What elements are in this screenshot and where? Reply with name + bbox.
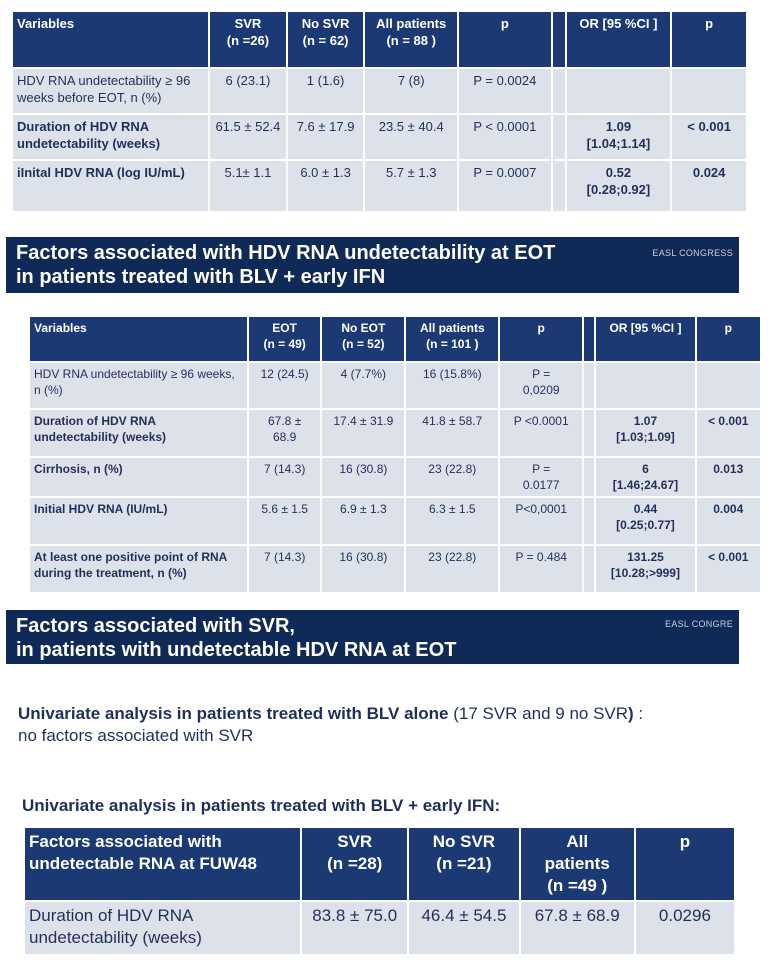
cell-p: P = 0.0024 — [459, 69, 551, 113]
cell-eot: 7 (14.3) — [249, 546, 321, 592]
cell-or: 1.09 [1.04;1.14] — [567, 115, 671, 159]
col-header-or: OR [95 %CI ] — [596, 317, 694, 361]
eot-factors-table — [28, 315, 762, 594]
cell-spacer — [584, 410, 594, 456]
table-header-row — [13, 12, 746, 67]
row-label: At least one positive point of RNA during the treatment, n (%) — [30, 546, 247, 592]
col-header-spacer — [553, 12, 565, 67]
row-label: Duration of HDV RNA undetectability (weeks) — [25, 902, 300, 954]
row-label: iInital HDV RNA (log IU/mL) — [13, 161, 208, 211]
cell-eot: 7 (14.3) — [249, 458, 321, 496]
cell-p: P = 0.484 — [500, 546, 582, 592]
banner-line-1: Factors associated with SVR, — [16, 615, 295, 637]
cell-p2: < 0.001 — [672, 115, 746, 159]
col-header-p2: p — [697, 317, 760, 361]
cell-spacer — [584, 546, 594, 592]
col-header-variables: Variables — [30, 317, 247, 361]
cell-spacer — [584, 363, 594, 408]
table-row — [13, 69, 746, 113]
cell-or: 1.07 [1.03;1.09] — [596, 410, 694, 456]
cell-spacer — [553, 69, 565, 113]
cell-no-svr: 6.0 ± 1.3 — [288, 161, 364, 211]
col-header-all-patients: All patients (n = 101 ) — [406, 317, 498, 361]
col-header-eot: EOT (n = 49) — [249, 317, 321, 361]
cell-all: 67.8 ± 68.9 — [521, 902, 634, 954]
easl-logo — [652, 249, 733, 258]
col-header-factors: Factors associated with undetectable RNA at FUW48 — [25, 828, 300, 900]
row-label: HDV RNA undetectability ≥ 96 weeks before EOT, n (%) — [13, 69, 208, 113]
cell-or: 0.44 [0.25;0.77] — [596, 498, 694, 544]
col-header-all-patients: All patients (n = 88 ) — [365, 12, 457, 67]
cell-p: P<0,0001 — [500, 498, 582, 544]
cell-eot: 12 (24.5) — [249, 363, 321, 408]
row-label: Cirrhosis, n (%) — [30, 458, 247, 496]
cell-p2: < 0.001 — [697, 410, 760, 456]
cell-svr: 5.1± 1.1 — [210, 161, 286, 211]
cell-or — [567, 69, 671, 113]
col-header-or: OR [95 %CI ] — [567, 12, 671, 67]
col-header-no-svr: No SVR (n =21) — [409, 828, 518, 900]
table-header-row — [30, 317, 760, 361]
text-tail: : — [633, 704, 644, 723]
table-row — [13, 115, 746, 159]
svr-factors-table — [11, 10, 748, 213]
cell-svr: 83.8 ± 75.0 — [302, 902, 407, 954]
col-header-p2: p — [672, 12, 746, 67]
easl-logo-text: EASL CONGRESS — [652, 248, 733, 258]
easl-logo-text: EASL CONGRE — [665, 619, 733, 629]
cell-p2: 0.013 — [697, 458, 760, 496]
cell-all: 23.5 ± 40.4 — [365, 115, 457, 159]
col-header-all-patients: All patients (n =49 ) — [521, 828, 634, 900]
col-header-spacer — [584, 317, 594, 361]
cell-all: 23 (22.8) — [406, 546, 498, 592]
cell-p2 — [697, 363, 760, 408]
row-label: Duration of HDV RNA undetectability (weeks) — [13, 115, 208, 159]
table-header-row — [25, 828, 734, 900]
table-row — [30, 458, 760, 496]
cell-eot: 5.6 ± 1.5 — [249, 498, 321, 544]
cell-no-eot: 4 (7.7%) — [322, 363, 404, 408]
cell-no-svr: 1 (1.6) — [288, 69, 364, 113]
text-line-1 — [18, 703, 748, 725]
col-header-no-svr: No SVR (n = 62) — [288, 12, 364, 67]
cell-all: 23 (22.8) — [406, 458, 498, 496]
cell-p2: 0.004 — [697, 498, 760, 544]
cell-p: P = 0,0209 — [500, 363, 582, 408]
cell-p: P < 0.0001 — [459, 115, 551, 159]
table-row — [30, 410, 760, 456]
cell-all: 41.8 ± 58.7 — [406, 410, 498, 456]
cell-no-svr: 7.6 ± 17.9 — [288, 115, 364, 159]
cell-all: 5.7 ± 1.3 — [365, 161, 457, 211]
cell-p2 — [672, 69, 746, 113]
cell-p: P = 0.0177 — [500, 458, 582, 496]
text-bold: Univariate analysis in patients treated with BLV + early IFN: — [22, 796, 501, 815]
cell-spacer — [553, 161, 565, 211]
row-label: HDV RNA undetectability ≥ 96 weeks, n (%) — [30, 363, 247, 408]
cell-svr: 61.5 ± 52.4 — [210, 115, 286, 159]
cell-p: 0.0296 — [636, 902, 734, 954]
cell-no-eot: 16 (30.8) — [322, 546, 404, 592]
univariate-blv-alone-text — [18, 703, 748, 747]
fuw48-factors-table — [23, 826, 736, 956]
text-bold: Univariate analysis in patients treated with BLV alone — [18, 704, 449, 723]
univariate-blv-ifn-text — [22, 795, 752, 817]
cell-all: 6.3 ± 1.5 — [406, 498, 498, 544]
banner-line-1: Factors associated with HDV RNA undetectability at EOT — [16, 242, 556, 264]
cell-p2: < 0.001 — [697, 546, 760, 592]
cell-or: 6 [1.46;24.67] — [596, 458, 694, 496]
cell-svr: 6 (23.1) — [210, 69, 286, 113]
cell-p: P = 0.0007 — [459, 161, 551, 211]
col-header-p: p — [459, 12, 551, 67]
text-bold-end: ) — [628, 704, 634, 723]
col-header-p: p — [500, 317, 582, 361]
col-header-svr: SVR (n =28) — [302, 828, 407, 900]
easl-logo — [665, 620, 733, 629]
row-label: Initial HDV RNA (IU/mL) — [30, 498, 247, 544]
table-row — [30, 546, 760, 592]
cell-no-eot: 16 (30.8) — [322, 458, 404, 496]
cell-no-eot: 6.9 ± 1.3 — [322, 498, 404, 544]
cell-no-eot: 17.4 ± 31.9 — [322, 410, 404, 456]
cell-p: P <0.0001 — [500, 410, 582, 456]
table-row — [25, 902, 734, 954]
cell-no-svr: 46.4 ± 54.5 — [409, 902, 518, 954]
table-row — [13, 161, 746, 211]
banner-line-2: in patients treated with BLV + early IFN — [16, 266, 386, 288]
cell-spacer — [584, 458, 594, 496]
cell-p2: 0.024 — [672, 161, 746, 211]
table-row — [30, 363, 760, 408]
cell-spacer — [553, 115, 565, 159]
section-banner-eot — [6, 237, 739, 293]
cell-eot: 67.8 ± 68.9 — [249, 410, 321, 456]
cell-all: 16 (15.8%) — [406, 363, 498, 408]
cell-or: 0.52 [0.28;0.92] — [567, 161, 671, 211]
cell-or: 131.25 [10.28;>999] — [596, 546, 694, 592]
cell-all: 7 (8) — [365, 69, 457, 113]
table-row — [30, 498, 760, 544]
section-banner-svr — [6, 610, 739, 664]
col-header-variables: Variables — [13, 12, 208, 67]
cell-spacer — [584, 498, 594, 544]
row-label: Duration of HDV RNA undetectability (weeks) — [30, 410, 247, 456]
cell-or — [596, 363, 694, 408]
banner-line-2: in patients with undetectable HDV RNA at EOT — [16, 639, 457, 661]
col-header-p: p — [636, 828, 734, 900]
col-header-no-eot: No EOT (n = 52) — [322, 317, 404, 361]
text-normal: (17 SVR and 9 no SVR — [448, 704, 629, 723]
col-header-svr: SVR (n =26) — [210, 12, 286, 67]
text-line-2: no factors associated with SVR — [18, 726, 254, 745]
